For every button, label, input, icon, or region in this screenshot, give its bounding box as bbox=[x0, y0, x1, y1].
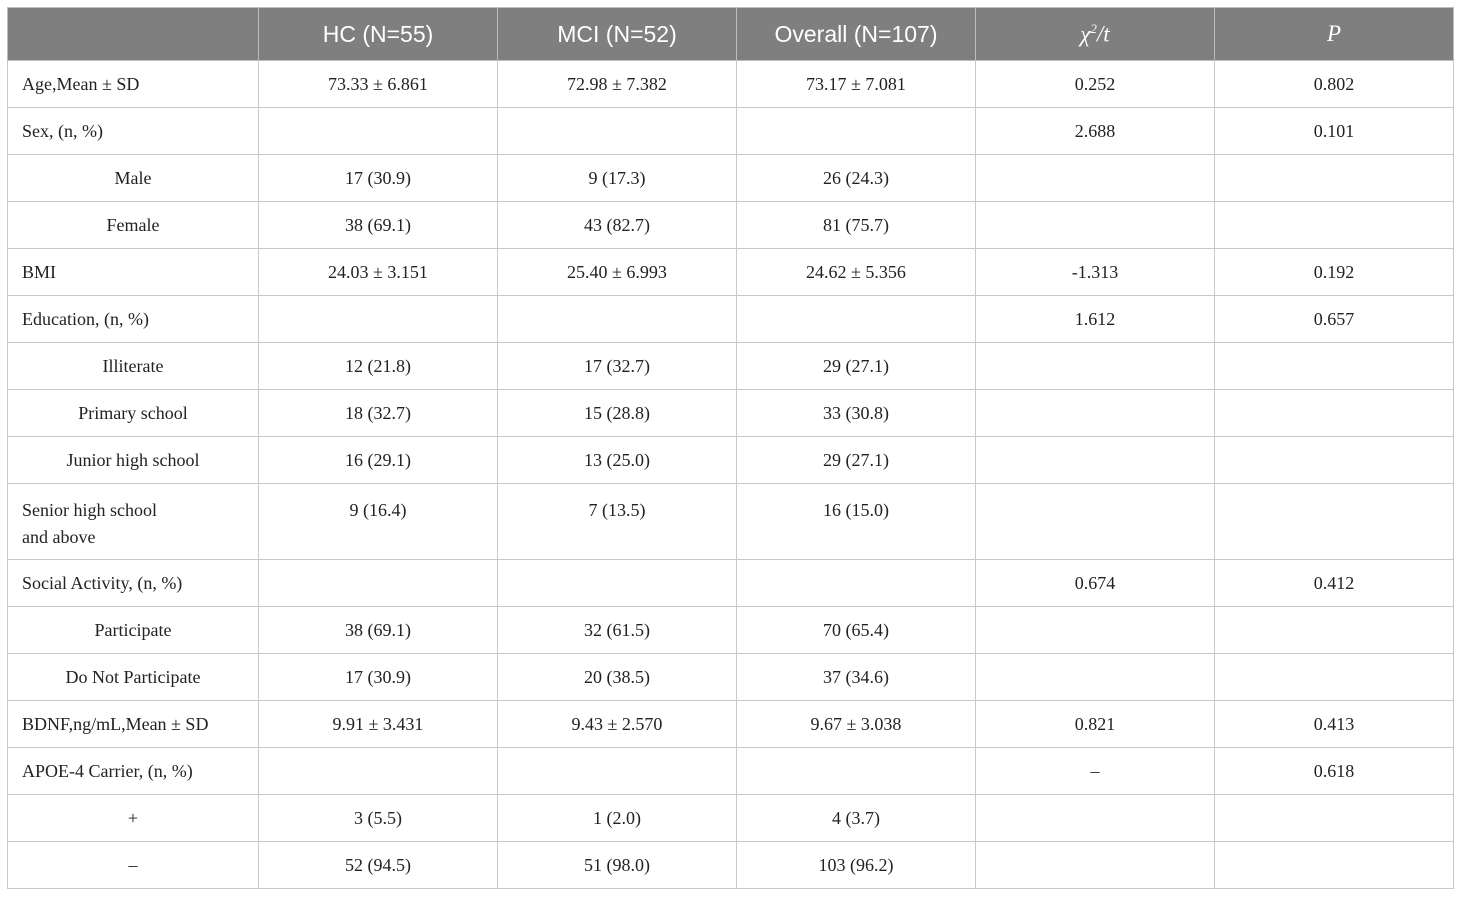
table-row bbox=[8, 155, 1454, 202]
cell-overall: 73.17 ± 7.081 bbox=[737, 61, 976, 108]
row-label: Do Not Participate bbox=[8, 654, 259, 701]
table-row bbox=[8, 607, 1454, 654]
cell-statistic bbox=[976, 390, 1215, 437]
cell-overall: 24.62 ± 5.356 bbox=[737, 249, 976, 296]
table-row bbox=[8, 437, 1454, 484]
cell-overall: 29 (27.1) bbox=[737, 343, 976, 390]
cell-overall bbox=[737, 296, 976, 343]
row-label: Participate bbox=[8, 607, 259, 654]
cell-mci: 15 (28.8) bbox=[498, 390, 737, 437]
cell-hc: 18 (32.7) bbox=[259, 390, 498, 437]
cell-overall: 37 (34.6) bbox=[737, 654, 976, 701]
row-label: Junior high school bbox=[8, 437, 259, 484]
cell-mci bbox=[498, 296, 737, 343]
header-chi-sup: 2 bbox=[1090, 20, 1097, 36]
cell-statistic: 0.252 bbox=[976, 61, 1215, 108]
cell-statistic bbox=[976, 155, 1215, 202]
table-row bbox=[8, 108, 1454, 155]
cell-mci: 1 (2.0) bbox=[498, 795, 737, 842]
cell-p-value: 0.413 bbox=[1215, 701, 1454, 748]
cell-mci: 17 (32.7) bbox=[498, 343, 737, 390]
row-label: Primary school bbox=[8, 390, 259, 437]
cell-mci: 32 (61.5) bbox=[498, 607, 737, 654]
table-row bbox=[8, 842, 1454, 889]
cell-p-value bbox=[1215, 484, 1454, 560]
table-row bbox=[8, 795, 1454, 842]
row-label: – bbox=[8, 842, 259, 889]
cell-mci bbox=[498, 560, 737, 607]
cell-hc: 16 (29.1) bbox=[259, 437, 498, 484]
cell-statistic: – bbox=[976, 748, 1215, 795]
cell-p-value bbox=[1215, 607, 1454, 654]
table-header bbox=[8, 8, 1454, 61]
cell-hc: 38 (69.1) bbox=[259, 607, 498, 654]
table-row bbox=[8, 654, 1454, 701]
cell-hc: 17 (30.9) bbox=[259, 155, 498, 202]
row-label: Age,Mean ± SD bbox=[8, 61, 259, 108]
table-row bbox=[8, 343, 1454, 390]
header-p-value: P bbox=[1215, 8, 1454, 61]
cell-statistic: 0.821 bbox=[976, 701, 1215, 748]
table-row bbox=[8, 296, 1454, 343]
cell-hc: 17 (30.9) bbox=[259, 654, 498, 701]
cell-statistic: 1.612 bbox=[976, 296, 1215, 343]
cell-overall: 9.67 ± 3.038 bbox=[737, 701, 976, 748]
cell-mci: 43 (82.7) bbox=[498, 202, 737, 249]
cell-p-value bbox=[1215, 654, 1454, 701]
cell-p-value bbox=[1215, 842, 1454, 889]
cell-hc: 52 (94.5) bbox=[259, 842, 498, 889]
row-label-line1: Senior high school bbox=[22, 500, 157, 520]
table-row bbox=[8, 701, 1454, 748]
row-label: Female bbox=[8, 202, 259, 249]
row-label: APOE-4 Carrier, (n, %) bbox=[8, 748, 259, 795]
cell-p-value bbox=[1215, 795, 1454, 842]
table-row bbox=[8, 390, 1454, 437]
cell-statistic bbox=[976, 202, 1215, 249]
cell-p-value: 0.101 bbox=[1215, 108, 1454, 155]
cell-statistic: -1.313 bbox=[976, 249, 1215, 296]
cell-overall bbox=[737, 748, 976, 795]
table-row bbox=[8, 61, 1454, 108]
table-row bbox=[8, 249, 1454, 296]
header-row bbox=[8, 8, 1454, 61]
cell-overall: 4 (3.7) bbox=[737, 795, 976, 842]
cell-statistic bbox=[976, 484, 1215, 560]
cell-statistic: 0.674 bbox=[976, 560, 1215, 607]
row-label-line2: and above bbox=[22, 527, 96, 547]
table-row bbox=[8, 202, 1454, 249]
header-t: /t bbox=[1096, 21, 1110, 47]
cell-overall: 26 (24.3) bbox=[737, 155, 976, 202]
cell-p-value: 0.192 bbox=[1215, 249, 1454, 296]
header-statistic bbox=[976, 8, 1215, 61]
cell-mci bbox=[498, 108, 737, 155]
cell-p-value bbox=[1215, 343, 1454, 390]
row-label: BMI bbox=[8, 249, 259, 296]
demographics-table bbox=[7, 7, 1454, 889]
cell-mci: 13 (25.0) bbox=[498, 437, 737, 484]
header-hc: HC (N=55) bbox=[259, 8, 498, 61]
header-overall: Overall (N=107) bbox=[737, 8, 976, 61]
cell-statistic bbox=[976, 437, 1215, 484]
cell-hc bbox=[259, 560, 498, 607]
cell-mci: 72.98 ± 7.382 bbox=[498, 61, 737, 108]
cell-mci: 20 (38.5) bbox=[498, 654, 737, 701]
header-chi: χ bbox=[1080, 21, 1091, 47]
row-label: Sex, (n, %) bbox=[8, 108, 259, 155]
cell-mci bbox=[498, 748, 737, 795]
cell-statistic bbox=[976, 607, 1215, 654]
cell-statistic bbox=[976, 343, 1215, 390]
cell-mci: 51 (98.0) bbox=[498, 842, 737, 889]
cell-p-value bbox=[1215, 390, 1454, 437]
cell-p-value: 0.802 bbox=[1215, 61, 1454, 108]
table-row bbox=[8, 484, 1454, 560]
cell-p-value bbox=[1215, 155, 1454, 202]
row-label: BDNF,ng/mL,Mean ± SD bbox=[8, 701, 259, 748]
row-label: + bbox=[8, 795, 259, 842]
cell-statistic bbox=[976, 795, 1215, 842]
table-row bbox=[8, 560, 1454, 607]
cell-overall bbox=[737, 560, 976, 607]
header-variable bbox=[8, 8, 259, 61]
cell-hc: 3 (5.5) bbox=[259, 795, 498, 842]
row-label: Male bbox=[8, 155, 259, 202]
cell-hc bbox=[259, 108, 498, 155]
row-label: Education, (n, %) bbox=[8, 296, 259, 343]
row-label: Illiterate bbox=[8, 343, 259, 390]
cell-p-value: 0.618 bbox=[1215, 748, 1454, 795]
cell-p-value: 0.657 bbox=[1215, 296, 1454, 343]
cell-overall bbox=[737, 108, 976, 155]
cell-statistic bbox=[976, 654, 1215, 701]
cell-p-value: 0.412 bbox=[1215, 560, 1454, 607]
cell-p-value bbox=[1215, 202, 1454, 249]
cell-p-value bbox=[1215, 437, 1454, 484]
cell-hc: 12 (21.8) bbox=[259, 343, 498, 390]
cell-overall: 16 (15.0) bbox=[737, 484, 976, 560]
cell-overall: 29 (27.1) bbox=[737, 437, 976, 484]
cell-overall: 81 (75.7) bbox=[737, 202, 976, 249]
cell-hc: 73.33 ± 6.861 bbox=[259, 61, 498, 108]
cell-statistic: 2.688 bbox=[976, 108, 1215, 155]
cell-hc bbox=[259, 748, 498, 795]
cell-hc: 9 (16.4) bbox=[259, 484, 498, 560]
cell-overall: 70 (65.4) bbox=[737, 607, 976, 654]
cell-mci: 9 (17.3) bbox=[498, 155, 737, 202]
table-row bbox=[8, 748, 1454, 795]
cell-statistic bbox=[976, 842, 1215, 889]
row-label: Social Activity, (n, %) bbox=[8, 560, 259, 607]
header-mci: MCI (N=52) bbox=[498, 8, 737, 61]
table-body bbox=[8, 61, 1454, 889]
cell-mci: 25.40 ± 6.993 bbox=[498, 249, 737, 296]
cell-mci: 7 (13.5) bbox=[498, 484, 737, 560]
cell-mci: 9.43 ± 2.570 bbox=[498, 701, 737, 748]
cell-hc: 9.91 ± 3.431 bbox=[259, 701, 498, 748]
cell-hc: 38 (69.1) bbox=[259, 202, 498, 249]
cell-overall: 33 (30.8) bbox=[737, 390, 976, 437]
cell-hc bbox=[259, 296, 498, 343]
cell-overall: 103 (96.2) bbox=[737, 842, 976, 889]
cell-hc: 24.03 ± 3.151 bbox=[259, 249, 498, 296]
row-label bbox=[8, 484, 259, 560]
